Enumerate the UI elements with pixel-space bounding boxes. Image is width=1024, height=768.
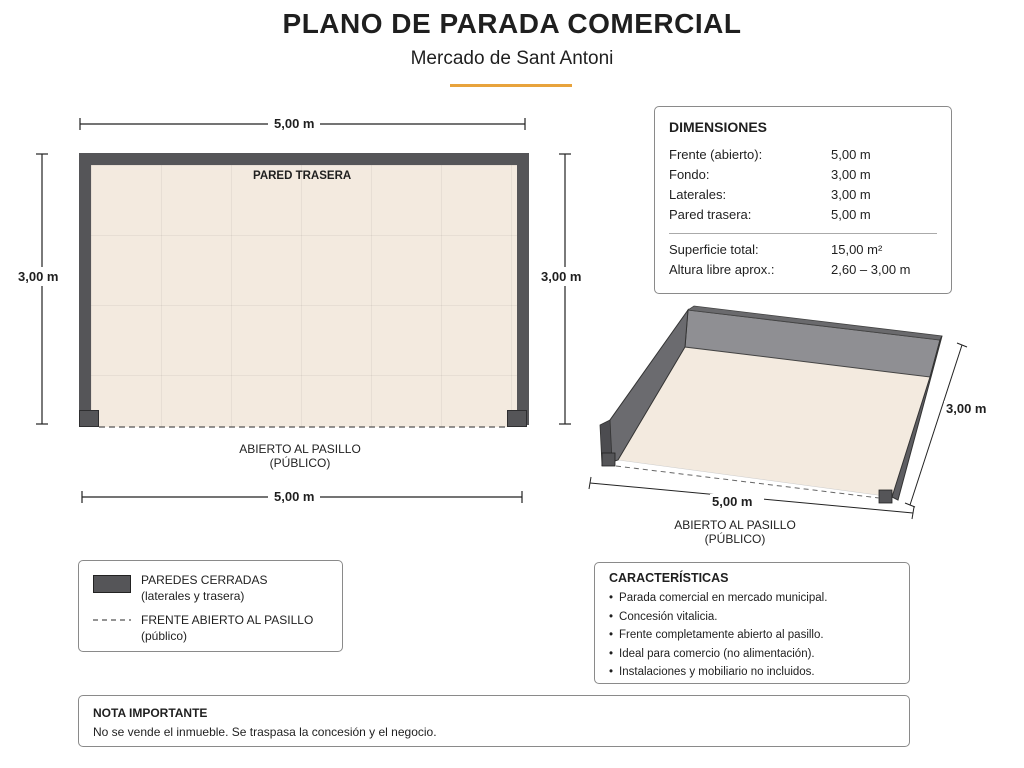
plan-right-wall bbox=[517, 153, 529, 425]
plan-view bbox=[0, 100, 600, 520]
dimension-total-row: Altura libre aprox.: 2,60 – 3,00 m bbox=[669, 262, 911, 277]
plan-left-wall bbox=[79, 153, 91, 425]
list-item: • Instalaciones y mobiliario no incluidos. bbox=[609, 663, 895, 682]
iso-left-post bbox=[602, 453, 615, 466]
plan-right-depth-label: 3,00 m bbox=[537, 267, 585, 286]
plan-back-wall bbox=[79, 153, 529, 165]
dimension-row: Laterales: 3,00 m bbox=[669, 187, 871, 202]
features-list bbox=[609, 589, 895, 682]
list-item: • Concesión vitalicia. bbox=[609, 608, 895, 627]
note-text: No se vende el inmueble. Se traspasa la concesión y el negocio. bbox=[93, 725, 437, 739]
dimensions-panel bbox=[654, 106, 952, 294]
legend-dashed-line bbox=[93, 618, 133, 622]
features-panel bbox=[594, 562, 910, 684]
plan-open-label bbox=[200, 442, 400, 470]
note-panel bbox=[78, 695, 910, 747]
title-accent-line bbox=[450, 84, 572, 87]
iso-depth-label: 3,00 m bbox=[946, 401, 987, 416]
plan-top-width-label: 5,00 m bbox=[268, 116, 320, 131]
legend-wall-swatch bbox=[93, 575, 131, 593]
list-item: • Ideal para comercio (no alimentación). bbox=[609, 645, 895, 664]
legend-panel bbox=[78, 560, 343, 652]
plan-left-post bbox=[79, 410, 99, 427]
plan-left-depth-label: 3,00 m bbox=[14, 267, 62, 286]
plan-open-label-line1: ABIERTO AL PASILLO bbox=[239, 442, 361, 456]
plan-back-wall-label: PARED TRASERA bbox=[253, 170, 352, 182]
plan-open-front-dashed-line bbox=[99, 424, 509, 430]
dimensions-divider bbox=[669, 233, 937, 234]
page-title: PLANO DE PARADA COMERCIAL bbox=[282, 8, 742, 39]
note-heading: NOTA IMPORTANTE bbox=[93, 706, 208, 720]
features-heading: CARACTERÍSTICAS bbox=[609, 571, 729, 585]
dimension-row: Pared trasera: 5,00 m bbox=[669, 207, 871, 222]
iso-width-label: 5,00 m bbox=[712, 494, 753, 509]
iso-open-label bbox=[635, 518, 835, 546]
isometric-view bbox=[580, 300, 1010, 555]
plan-right-dimension-line bbox=[557, 152, 573, 428]
dimension-row: Frente (abierto): 5,00 m bbox=[669, 147, 871, 162]
plan-open-label-line2: (PÚBLICO) bbox=[269, 456, 331, 470]
legend-walls-text: PAREDES CERRADAS (laterales y trasera) bbox=[141, 573, 268, 603]
list-item: • Frente completamente abierto al pasillo. bbox=[609, 626, 895, 645]
dimension-row: Fondo: 3,00 m bbox=[669, 167, 871, 182]
plan-left-dimension-line bbox=[34, 152, 50, 428]
dimension-total-row: Superficie total: 15,00 m² bbox=[669, 242, 883, 257]
plan-floor bbox=[91, 165, 517, 427]
iso-open-label-line1: ABIERTO AL PASILLO bbox=[674, 518, 796, 532]
plan-right-post bbox=[507, 410, 527, 427]
iso-right-post bbox=[879, 490, 892, 503]
legend-front-text: FRENTE ABIERTO AL PASILLO (público) bbox=[141, 613, 314, 643]
plan-bottom-width-label: 5,00 m bbox=[268, 489, 320, 504]
page-subtitle: Mercado de Sant Antoni bbox=[410, 48, 614, 69]
dimensions-heading: DIMENSIONES bbox=[669, 119, 768, 135]
list-item: • Parada comercial en mercado municipal. bbox=[609, 589, 895, 608]
iso-open-label-line2: (PÚBLICO) bbox=[704, 532, 766, 546]
